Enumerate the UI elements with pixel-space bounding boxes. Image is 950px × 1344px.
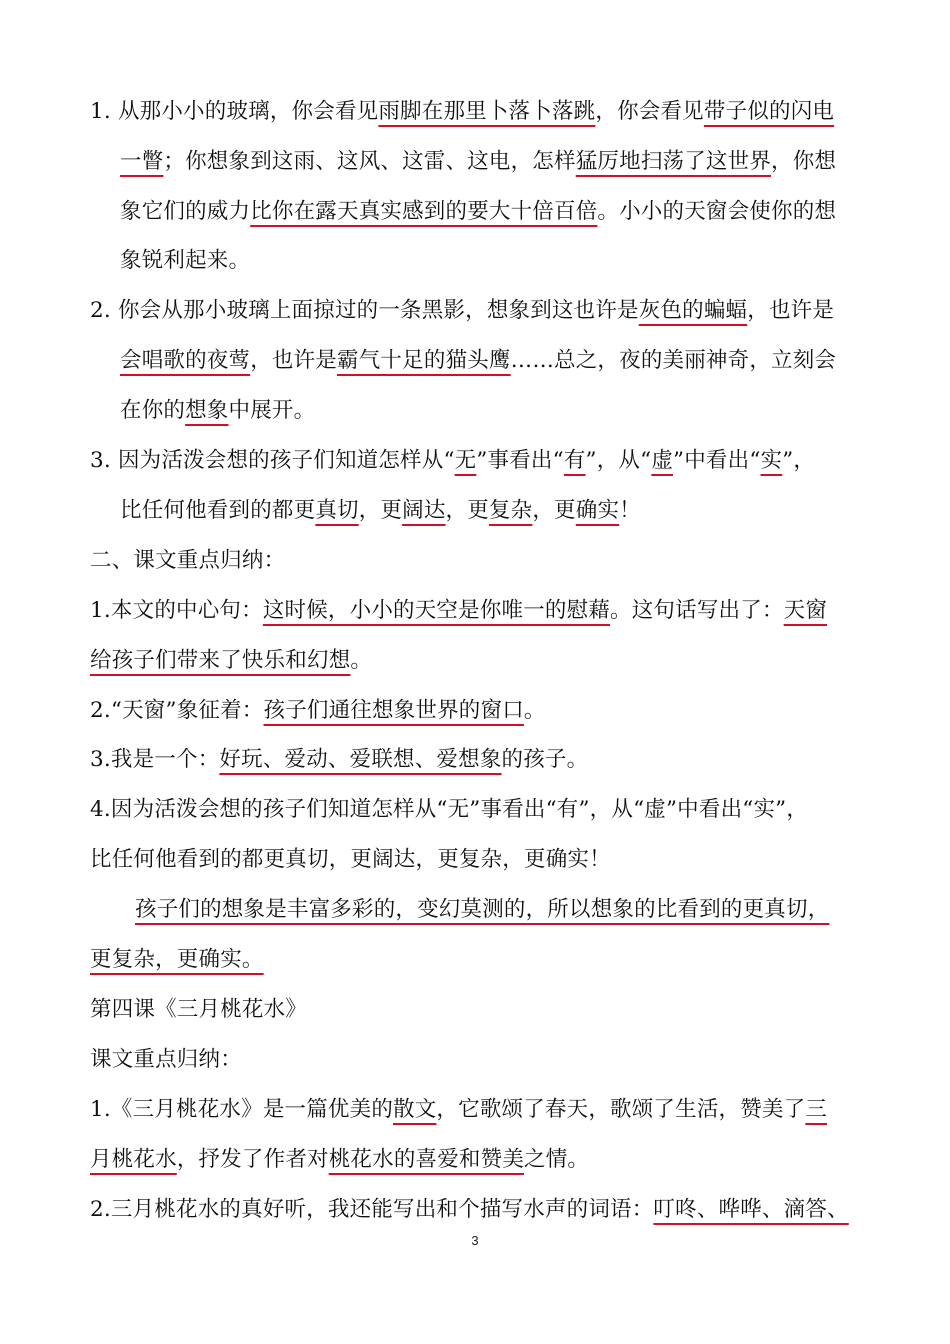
- text-run: 中展开。: [228, 398, 316, 423]
- para-2-line-1: [90, 296, 834, 326]
- summary-4-line-1: [90, 795, 808, 825]
- text-run: 象锐利起来。: [120, 248, 251, 273]
- underlined-phrase: 复杂: [488, 498, 533, 523]
- para-2-line-2: [120, 346, 836, 376]
- text-run: 象它们的威力: [120, 199, 251, 224]
- underlined-phrase: 一瞥: [120, 149, 164, 174]
- text-run: 比任何他看到的都更真切，更阔达，更复杂，更确实！: [90, 847, 611, 872]
- underlined-phrase: 真切: [315, 498, 359, 523]
- summary-1-line-1: [90, 596, 827, 626]
- underlined-phrase: 阔达: [402, 498, 446, 523]
- underlined-phrase: 更复杂，更确实。: [90, 947, 264, 972]
- underlined-phrase: 月桃花水: [90, 1147, 177, 1172]
- underlined-phrase: 三: [805, 1097, 828, 1122]
- underlined-phrase: 实: [760, 448, 783, 473]
- underlined-phrase: 雨脚在那里卜落卜落跳: [378, 99, 596, 124]
- text-run: ，抒发了作者对: [176, 1147, 329, 1172]
- underlined-phrase: 叮咚、哗哗、滴答、: [653, 1197, 849, 1222]
- text-run: ，更: [445, 498, 489, 523]
- underlined-phrase: 虚: [651, 448, 674, 473]
- text-run: 的孩子。: [501, 747, 589, 772]
- lesson-point-1-line-2: [90, 1145, 589, 1175]
- section-heading: 二、课文重点归纳：: [90, 548, 286, 573]
- text-run: 2. 你会从那小玻璃上面掠过的一条黑影，想象到这也许是: [90, 298, 639, 323]
- summary-5-line-2: [90, 945, 264, 975]
- underlined-phrase: 散文: [393, 1097, 437, 1122]
- summary-5-line-1: [135, 895, 829, 925]
- text-run: 3. 因为活泼会想的孩子们知道怎样从“: [90, 448, 455, 473]
- lesson-point-2-line-1: [90, 1195, 849, 1225]
- para-2-line-3: [120, 396, 315, 426]
- lesson-title: 第四课《三月桃花水》: [90, 997, 308, 1022]
- underlined-phrase: 猛厉地扫荡了这世界: [575, 149, 772, 174]
- underlined-phrase: 灰色的蝙蝠: [638, 298, 748, 323]
- underlined-phrase: 孩子们的想象是丰富多彩的，变幻莫测的，所以想象的比看到的更真切，: [135, 897, 830, 922]
- para-1-line-4: [120, 246, 250, 276]
- text-run: 3.我是一个：: [90, 747, 220, 772]
- summary-2: [90, 696, 546, 726]
- text-run: ，你想: [771, 149, 837, 174]
- underlined-phrase: 好玩、爱动、爱联想、爱想象: [219, 747, 502, 772]
- para-3-line-2: [120, 496, 641, 526]
- underlined-phrase: 会唱歌的夜莺: [120, 348, 251, 373]
- text-run: ；你想象到这雨、这风、这雷、这电，怎样: [163, 149, 576, 174]
- text-run: 。: [523, 698, 546, 723]
- underlined-phrase: 这时候，小小的天空是你唯一的慰藉: [262, 598, 611, 623]
- text-run: ”事看出“: [476, 448, 564, 473]
- summary-heading: 课文重点归纳：: [90, 1047, 242, 1072]
- text-run: 。这句话写出了：: [610, 598, 784, 623]
- lesson-point-1-line-1: [90, 1095, 827, 1125]
- underlined-phrase: 桃花水的喜爱和赞美: [328, 1147, 525, 1172]
- underlined-phrase: 无: [454, 448, 477, 473]
- text-run: ”，从“: [585, 448, 652, 473]
- underlined-phrase: 带子似的闪电: [703, 99, 835, 124]
- text-run: ”中看出“: [673, 448, 761, 473]
- underlined-phrase: 有: [563, 448, 586, 473]
- summary-1-line-2: [90, 646, 372, 676]
- text-run: ……总之，夜的美丽神奇，立刻会: [510, 348, 837, 373]
- text-run: ，更: [358, 498, 403, 523]
- underlined-phrase: 想象: [185, 398, 229, 423]
- underlined-phrase: 天窗: [783, 598, 828, 623]
- text-run: ，你会看见: [595, 99, 704, 124]
- text-run: ，也许是: [747, 298, 835, 323]
- text-run: 1.本文的中心句：: [90, 598, 263, 623]
- underlined-phrase: 霸气十足的猫头鹰: [337, 348, 511, 373]
- text-run: ，也许是: [250, 348, 338, 373]
- underlined-phrase: 给孩子们带来了快乐和幻想: [90, 648, 351, 673]
- underlined-phrase: 确实: [575, 498, 620, 523]
- text-run: 4.因为活泼会想的孩子们知道怎样从“无”事看出“有”，从“虚”中看出“实”，: [90, 797, 809, 822]
- text-run: 1.《三月桃花水》是一篇优美的: [90, 1097, 394, 1122]
- underlined-phrase: 比你在露天真实感到的要大十倍百倍: [250, 199, 598, 224]
- para-3-line-1: [90, 446, 815, 476]
- text-run: 比任何他看到的都更: [120, 498, 316, 523]
- summary-3: [90, 745, 588, 775]
- para-1-line-2: [120, 147, 836, 177]
- text-run: 。小小的天窗会使你的想: [597, 199, 837, 224]
- text-run: ！: [619, 498, 641, 523]
- text-run: 之情。: [524, 1147, 590, 1172]
- text-run: 。: [350, 648, 373, 673]
- text-run: 2.三月桃花水的真好听，我还能写出和个描写水声的词语：: [90, 1197, 654, 1222]
- text-run: 在你的: [120, 398, 186, 423]
- text-run: ”，: [782, 448, 816, 473]
- summary-4-line-2: [90, 845, 611, 875]
- text-run: ，更: [532, 498, 576, 523]
- text-run: 2.“天窗”象征着：: [90, 698, 264, 723]
- page-number: 3: [471, 1233, 479, 1248]
- text-run: ，它歌颂了春天，歌颂了生活，赞美了: [436, 1097, 806, 1122]
- underlined-phrase: 孩子们通往想象世界的窗口: [263, 698, 524, 723]
- para-1-line-3: [120, 197, 836, 227]
- text-run: 1. 从那小小的玻璃，你会看见: [90, 99, 379, 124]
- para-1-line-1: [90, 97, 834, 127]
